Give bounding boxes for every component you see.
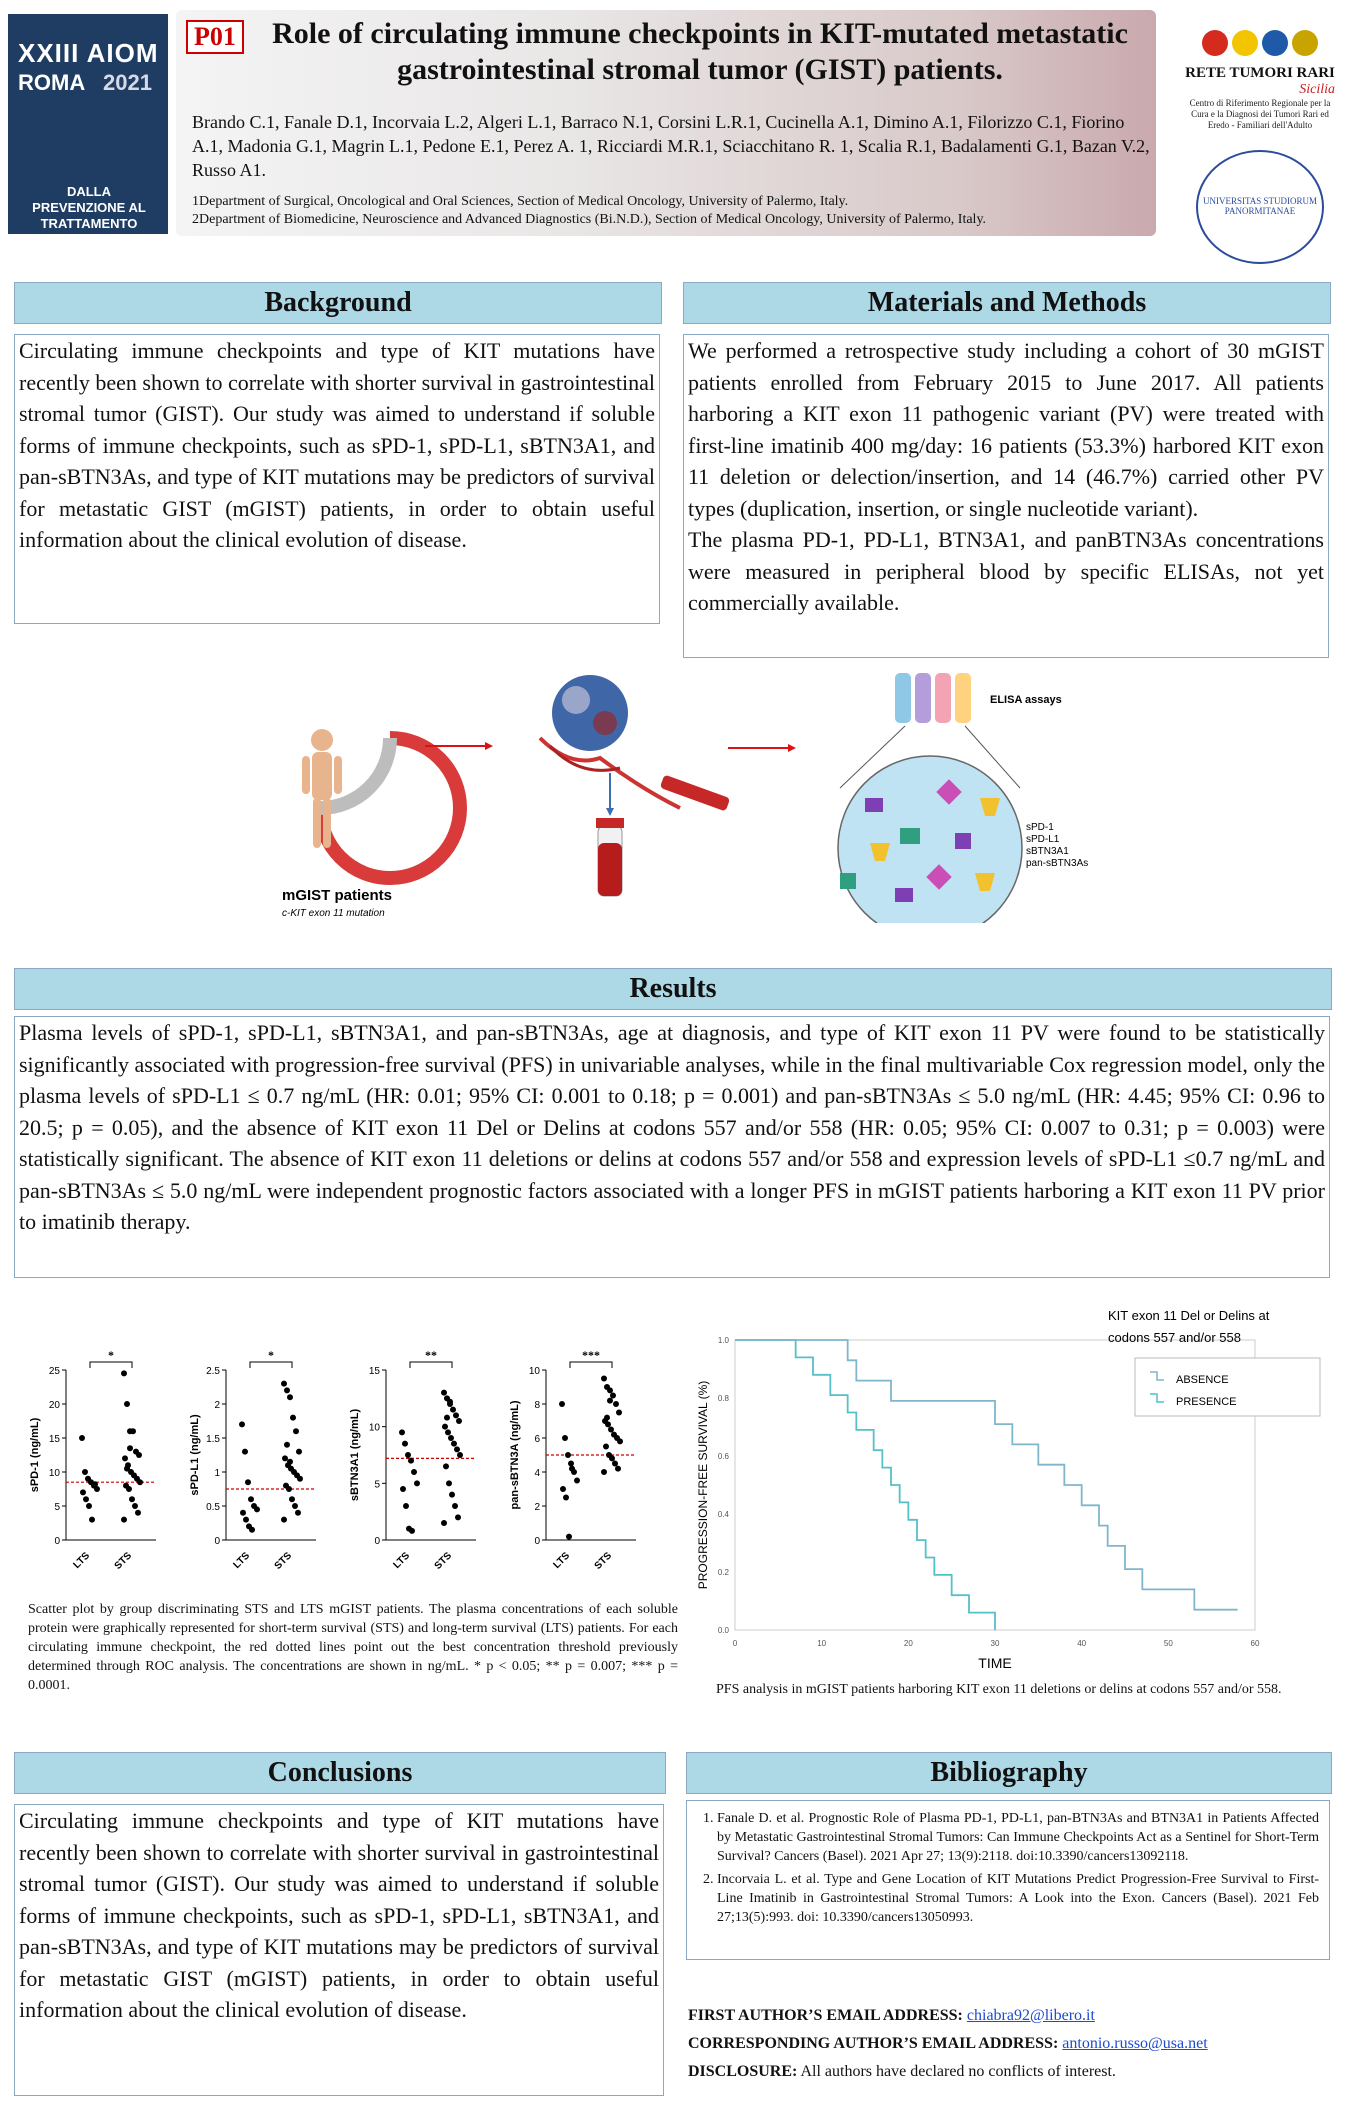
x-tick-label: LTS xyxy=(231,1550,253,1571)
data-point xyxy=(449,1492,455,1498)
x-tick-label: 40 xyxy=(1077,1639,1087,1648)
patient-figure-icon xyxy=(302,729,460,878)
data-point xyxy=(129,1496,135,1502)
y-tick-label: 6 xyxy=(534,1434,540,1445)
data-point xyxy=(441,1520,447,1526)
y-tick-label: 0 xyxy=(214,1536,220,1547)
data-point xyxy=(289,1496,295,1502)
affiliation-1: 1Department of Surgical, Oncological and Oral Sciences, Section of Medical Oncology, University of Palermo, Italy. xyxy=(192,194,849,209)
background-text xyxy=(14,334,660,624)
y-tick-label: 15 xyxy=(368,1366,380,1377)
data-point xyxy=(616,1410,622,1416)
scatter-caption: Scatter plot by group discriminating STS and LTS mGIST patients. The plasma concentrations of each soluble protein were graphically represented for short-term survival (STS) and long-term survival (LTS) patients. For each circulating immune checkpoint, the red dotted lines point out the best concentration threshold previously determined through ROC analysis. The concentrations are shown in ng/mL. * p < 0.05; ** p = 0.007; *** p = 0.0001. xyxy=(28,1602,678,1693)
legend-label: PRESENCE xyxy=(1176,1396,1237,1408)
poster-title: Role of circulating immune checkpoints in KIT-mutated metastatic gastrointestinal stromal tumor (GIST) patients. xyxy=(272,17,1128,86)
data-point xyxy=(287,1459,293,1465)
data-point xyxy=(136,1452,142,1458)
data-point xyxy=(293,1428,299,1434)
data-point xyxy=(281,1381,287,1387)
significance-label: * xyxy=(268,1348,274,1362)
data-point xyxy=(132,1503,138,1509)
data-point xyxy=(92,1481,98,1487)
arrow-right-icon xyxy=(728,744,796,752)
y-tick-label: 5 xyxy=(374,1479,380,1491)
data-point xyxy=(137,1479,143,1485)
mutation-label: c-KIT exon 11 mutation xyxy=(282,908,385,919)
x-tick-label: LTS xyxy=(391,1550,413,1571)
y-tick-label: 0.5 xyxy=(206,1502,220,1513)
congress-logo-slogan: DALLA PREVENZIONE AL TRATTAMENTO xyxy=(32,184,146,231)
data-point xyxy=(295,1510,301,1516)
data-point xyxy=(615,1466,621,1472)
data-point xyxy=(126,1486,132,1492)
data-point xyxy=(453,1412,459,1418)
y-tick-label: 0.6 xyxy=(717,1452,729,1461)
data-point xyxy=(443,1463,449,1469)
y-tick-label: 0 xyxy=(374,1536,380,1547)
disclosure-label: DISCLOSURE: xyxy=(688,2063,798,2080)
data-point xyxy=(445,1429,451,1435)
data-point xyxy=(403,1503,409,1509)
data-point xyxy=(562,1435,568,1441)
syringe-icon xyxy=(660,774,731,811)
study-workflow-diagram xyxy=(240,668,1120,923)
background-paragraph: Circulating immune checkpoints and type of KIT mutations have recently been shown to correlate with shorter survival in gastrointestinal stromal tumor (GIST). Our study was aimed to understand if soluble forms of immune checkpoints, such as sPD-1, sPD-L1, sBTN3A1, and pan-sBTN3As, and type of KIT mutations may be predictors of survival for metastatic GIST (mGIST) patients, in order to obtain useful information about the clinical evolution of disease. xyxy=(19,338,655,552)
data-point xyxy=(86,1503,92,1509)
y-axis-label: PROGRESSION-FREE SURVIVAL (%) xyxy=(696,1380,710,1590)
data-point xyxy=(450,1407,456,1413)
y-tick-label: 1 xyxy=(214,1468,220,1479)
y-tick-label: 0.4 xyxy=(717,1510,729,1519)
data-point xyxy=(559,1401,565,1407)
significance-label: ** xyxy=(425,1348,437,1362)
y-tick-label: 20 xyxy=(48,1400,60,1411)
y-tick-label: 5 xyxy=(54,1502,60,1513)
marker-legend xyxy=(1026,822,1088,869)
data-point xyxy=(83,1496,89,1502)
data-point xyxy=(239,1421,245,1427)
network-dots-icon xyxy=(1185,30,1335,61)
results-paragraph: Plasma levels of sPD-1, sPD-L1, sBTN3A1, and pan-sBTN3As, age at diagnosis, and type of KIT exon 11 PV were found to be statistically significantly associated with progression-free survival (PFS) in univariable analyses, while in the final multivariable Cox regression model, only the plasma levels of sPD-L1 ≤ 0.7 ng/mL (HR: 0.01; 95% CI: 0.001 to 0.18; p = 0.001) and pan-sBTN3As ≤ 5.0 ng/mL (HR: 4.45; 95% CI: 0.96 to 20.5; p = 0.05), and the absence of KIT exon 11 Del or Delins at codons 557 and/or 558 (HR: 0.05; 95% CI: 0.007 to 0.31; p = 0.003) were statistically significant. The absence of KIT exon 11 deletions or delins at codons 557 and/or 558 and expression levels of sPD-L1 ≤0.7 ng/mL and pan-sBTN3As ≤ 5.0 ng/mL were independent prognostic factors associated with a longer PFS in mGIST patients harboring a KIT exon 11 PV prior to imatinib therapy. xyxy=(19,1020,1325,1234)
data-point xyxy=(448,1435,454,1441)
y-tick-label: 10 xyxy=(48,1468,60,1479)
y-tick-label: 8 xyxy=(534,1400,540,1411)
congress-logo-title: XXIII AIOM xyxy=(18,38,159,68)
data-point xyxy=(135,1510,141,1516)
data-point xyxy=(601,1376,607,1382)
data-point xyxy=(286,1486,292,1492)
university-seal-icon: UNIVERSITAS STUDIORUM PANORMITANAE xyxy=(1196,150,1324,264)
chart-title-line: KIT exon 11 Del or Delins at xyxy=(1108,1308,1270,1323)
y-tick-label: 4 xyxy=(534,1468,540,1479)
poster-id-badge: P01 xyxy=(186,20,244,54)
data-point xyxy=(400,1486,406,1492)
significance-label: *** xyxy=(582,1348,600,1362)
data-point xyxy=(605,1421,611,1427)
data-point xyxy=(560,1486,566,1492)
data-point xyxy=(617,1438,623,1444)
network-name: RETE TUMORI RARI xyxy=(1185,65,1335,81)
x-tick-label: STS xyxy=(272,1550,295,1572)
chart-title-line: codons 557 and/or 558 xyxy=(1108,1330,1241,1345)
data-point xyxy=(290,1415,296,1421)
data-point xyxy=(607,1387,613,1393)
significance-bracket xyxy=(410,1362,452,1368)
conclusions-text xyxy=(14,1804,664,2096)
conclusions-paragraph: Circulating immune checkpoints and type of KIT mutations have recently been shown to correlate with shorter survival in gastrointestinal stromal tumor (GIST). Our study was aimed to understand if soluble forms of immune checkpoints, such as sPD-1, sPD-L1, sBTN3A1, and pan-sBTN3As, and type of KIT mutations may be predictors of survival for metastatic GIST (mGIST) patients, in order to obtain useful information about the clinical evolution of disease. xyxy=(19,1808,659,2022)
first-author-email-label: FIRST AUTHOR’S EMAIL ADDRESS: xyxy=(688,2007,963,2024)
y-tick-label: 2.5 xyxy=(206,1366,220,1377)
data-point xyxy=(243,1517,249,1523)
data-point xyxy=(79,1435,85,1441)
data-point xyxy=(296,1449,302,1455)
data-point xyxy=(574,1478,580,1484)
data-point xyxy=(441,1390,447,1396)
data-point xyxy=(281,1517,287,1523)
corresponding-email-link[interactable]: antonio.russo@usa.net xyxy=(1062,2035,1208,2052)
y-axis-label: pan-sBTN3A (ng/mL) xyxy=(509,1400,521,1510)
y-tick-label: 15 xyxy=(48,1434,60,1445)
data-point xyxy=(456,1418,462,1424)
data-point xyxy=(124,1401,130,1407)
data-point xyxy=(245,1479,251,1485)
y-tick-label: 1.5 xyxy=(206,1434,220,1445)
x-tick-label: 50 xyxy=(1163,1639,1173,1648)
data-point xyxy=(444,1415,450,1421)
author-list: Brando C.1, Fanale D.1, Incorvaia L.2, Algeri L.1, Barraco N.1, Corsini L.R.1, Cucinella A.1, Dimino A.1, Filorizzo C.1, Fiorino A.1, Madonia G.1, Magrin L.1, Pedone E.1, Perez A. 1, Ricciardi M.R.1, Sciacchitano R. 1, Scalia R.1, Badalamenti G.1, Bazan V.2, Russo A1. xyxy=(192,112,1150,180)
data-point xyxy=(240,1510,246,1516)
marker-label: pan-sBTN3As xyxy=(1026,858,1089,869)
congress-logo-city: ROMA xyxy=(18,70,86,95)
pfs-kaplan-meier-chart xyxy=(680,1300,1336,1680)
x-tick-label: 60 xyxy=(1250,1639,1260,1648)
data-point xyxy=(566,1534,572,1540)
results-heading: Results xyxy=(14,968,1332,1010)
elisa-label: ELISA assays xyxy=(990,694,1062,706)
bibliography-list xyxy=(686,1800,1330,1960)
data-point xyxy=(121,1517,127,1523)
data-point xyxy=(603,1444,609,1450)
bibliography-heading: Bibliography xyxy=(686,1752,1332,1794)
methods-paragraph-1: We performed a retrospective study including a cohort of 30 mGIST patients enrolled from February 2015 to June 2017. All patients harboring a KIT exon 11 pathogenic variant (PV) were treated with first-line imatinib 400 mg/day: 16 patients (53.3%) harbored KIT exon 11 deletion or delection/insertion, and 14 (46.7%) carried other PV types (duplication, insertion, or single nucleotide variant). xyxy=(688,338,1324,521)
rare-tumor-network-logo xyxy=(1185,30,1335,131)
marker-label: sPD-1 xyxy=(1026,822,1054,833)
significance-bracket xyxy=(90,1362,132,1368)
data-point xyxy=(284,1442,290,1448)
y-tick-label: 10 xyxy=(528,1366,540,1377)
data-point xyxy=(455,1514,461,1520)
significance-label: * xyxy=(108,1348,114,1362)
y-tick-label: 10 xyxy=(368,1422,380,1434)
blood-tube-icon xyxy=(596,818,624,896)
x-tick-label: 10 xyxy=(817,1639,827,1648)
data-point xyxy=(454,1446,460,1452)
data-point xyxy=(451,1441,457,1447)
y-tick-label: 0.2 xyxy=(717,1568,729,1577)
x-tick-label: STS xyxy=(112,1550,135,1572)
data-point xyxy=(284,1387,290,1393)
data-point xyxy=(609,1455,615,1461)
x-tick-label: 0 xyxy=(732,1639,738,1648)
y-tick-label: 0.0 xyxy=(717,1626,729,1635)
data-point xyxy=(610,1393,616,1399)
y-tick-label: 2 xyxy=(534,1502,540,1513)
data-point xyxy=(254,1506,260,1512)
data-point xyxy=(601,1469,607,1475)
results-text xyxy=(14,1016,1330,1278)
methods-paragraph-2: The plasma PD-1, PD-L1, BTN3A1, and panBTN3As concentrations were measured in peripheral blood by specific ELISAs, not yet commercially available. xyxy=(688,527,1324,615)
data-point xyxy=(122,1455,128,1461)
data-point xyxy=(414,1480,420,1486)
data-point xyxy=(604,1415,610,1421)
x-tick-label: 20 xyxy=(903,1639,913,1648)
data-point xyxy=(399,1429,405,1435)
data-point xyxy=(121,1370,127,1376)
marker-label: sBTN3A1 xyxy=(1026,846,1069,857)
data-point xyxy=(248,1496,254,1502)
scatter-panel xyxy=(189,1348,316,1572)
congress-logo xyxy=(8,14,168,234)
network-script: Sicilia xyxy=(1299,82,1335,97)
y-axis-label: sBTN3A1 (ng/mL) xyxy=(349,1408,361,1502)
data-point xyxy=(446,1480,452,1486)
data-point xyxy=(249,1527,255,1533)
data-point xyxy=(82,1469,88,1475)
data-point xyxy=(297,1476,303,1482)
significance-bracket xyxy=(250,1362,292,1368)
data-point xyxy=(292,1503,298,1509)
chart-title xyxy=(1108,1308,1270,1345)
background-heading: Background xyxy=(14,282,662,324)
methods-heading: Materials and Methods xyxy=(683,282,1331,324)
data-point xyxy=(402,1441,408,1447)
y-axis-label: sPD-L1 (ng/mL) xyxy=(189,1414,201,1496)
y-axis-label: sPD-1 (ng/mL) xyxy=(29,1417,41,1493)
data-point xyxy=(411,1469,417,1475)
data-point xyxy=(130,1428,136,1434)
reference-item: 2. Incorvaia L. et al. Type and Gene Location of KIT Mutations Predict Progression-Free Survival to First-Line Imatinib in Gastrointestinal Stromal Tumors: A Look into the Exon. Cancers (Basel). 2021 Feb 27;13(5):993. doi: 10.3390/cancers13050993. xyxy=(717,1870,1319,1927)
data-point xyxy=(124,1466,130,1472)
elisa-well-icon xyxy=(838,756,1022,923)
data-point xyxy=(447,1399,453,1405)
y-tick-label: 0 xyxy=(54,1536,60,1547)
data-point xyxy=(405,1452,411,1458)
data-point xyxy=(608,1427,614,1433)
data-point xyxy=(612,1461,618,1467)
first-author-email-link[interactable]: chiabra92@libero.it xyxy=(966,2007,1095,2024)
y-tick-label: 1.0 xyxy=(717,1336,729,1345)
data-point xyxy=(452,1503,458,1509)
patients-label: mGIST patients xyxy=(282,887,393,904)
data-point xyxy=(89,1517,95,1523)
data-point xyxy=(563,1495,569,1501)
x-tick-label: 30 xyxy=(990,1639,1000,1648)
marker-label: sPD-L1 xyxy=(1026,834,1060,845)
network-subtitle: Centro di Riferimento Regionale per la Cura e la Diagnosi dei Tumori Rari ed Eredo - Familiari dell'Adulto xyxy=(1189,98,1331,130)
arrow-down-icon xyxy=(606,773,614,816)
data-point xyxy=(442,1424,448,1430)
reference-item: 1. Fanale D. et al. Prognostic Role of Plasma PD-1, PD-L1, pan-BTN3As and BTN3A1 in Patients Affected by Metastatic Gastrointestinal Stromal Tumors: Can Immune Checkpoints Act as a Sentinel for Short-Term Survival? Cancers (Basel). 2021 Apr 27; 13(9):2118. doi:10.3390/cancers13092118. xyxy=(717,1809,1319,1866)
data-point xyxy=(568,1461,574,1467)
disclosure-text: All authors have declared no conflicts of interest. xyxy=(800,2063,1116,2080)
corresponding-email-label: CORRESPONDING AUTHOR’S EMAIL ADDRESS: xyxy=(688,2035,1059,2052)
data-point xyxy=(242,1449,248,1455)
scatter-plots-figure xyxy=(14,1340,674,1600)
y-tick-label: 2 xyxy=(214,1400,220,1411)
x-tick-label: STS xyxy=(432,1550,455,1572)
scatter-panel xyxy=(509,1348,636,1572)
methods-text xyxy=(683,334,1329,658)
data-point xyxy=(408,1458,414,1464)
data-point xyxy=(409,1528,415,1534)
data-point xyxy=(457,1452,463,1458)
x-tick-label: LTS xyxy=(71,1550,93,1571)
affiliation-2: 2Department of Biomedicine, Neuroscience and Advanced Diagnostics (Bi.N.D.), Section of Medical Oncology, University of Palermo, Italy. xyxy=(192,212,987,227)
congress-logo-year: 2021 xyxy=(103,70,152,95)
x-axis-label: TIME xyxy=(978,1655,1012,1671)
data-point xyxy=(613,1401,619,1407)
data-point xyxy=(80,1489,86,1495)
data-point xyxy=(127,1445,133,1451)
significance-bracket xyxy=(570,1362,612,1368)
y-tick-label: 25 xyxy=(48,1366,60,1377)
y-tick-label: 0.8 xyxy=(717,1394,729,1403)
data-point xyxy=(569,1466,575,1472)
data-point xyxy=(607,1398,613,1404)
x-tick-label: STS xyxy=(592,1550,615,1572)
data-point xyxy=(282,1455,288,1461)
y-tick-label: 0 xyxy=(534,1536,540,1547)
footer xyxy=(688,2002,1338,2086)
scatter-panel xyxy=(349,1348,476,1572)
elisa-tubes-icon xyxy=(895,673,971,723)
conclusions-heading: Conclusions xyxy=(14,1752,666,1794)
x-tick-label: LTS xyxy=(551,1550,573,1571)
legend-label: ABSENCE xyxy=(1176,1374,1229,1386)
affiliations xyxy=(192,193,1152,229)
data-point xyxy=(287,1394,293,1400)
scatter-panel xyxy=(29,1348,156,1572)
km-caption: PFS analysis in mGIST patients harboring KIT exon 11 deletions or delins at codons 557 and/or 558. xyxy=(716,1682,1282,1697)
data-point xyxy=(565,1452,571,1458)
